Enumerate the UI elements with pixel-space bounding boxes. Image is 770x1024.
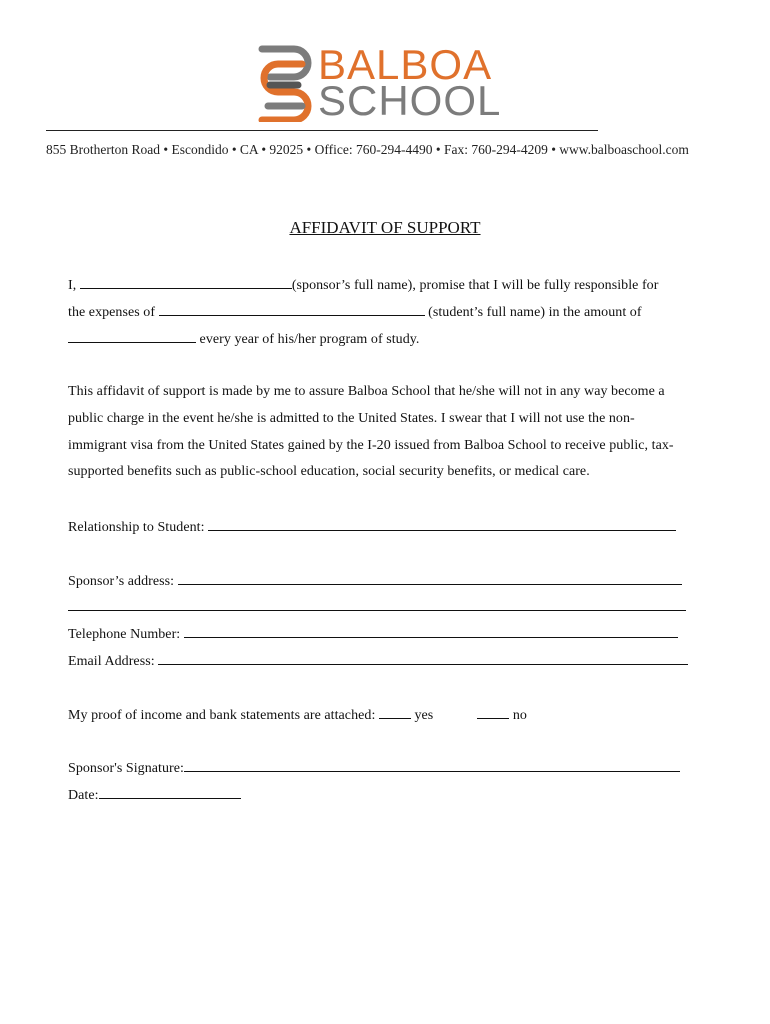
date-field[interactable]	[99, 786, 241, 799]
relationship-label: Relationship to Student:	[68, 520, 209, 535]
promise-line-3-end: every year of his/her program of study.	[196, 332, 420, 347]
relationship-field[interactable]	[208, 518, 676, 531]
promise-line-1	[68, 276, 658, 294]
proof-row	[68, 706, 527, 724]
promise-line-2-start: the expenses of	[68, 305, 159, 320]
promise-line-2-end: (student’s full name) in the amount of	[424, 305, 642, 320]
logo-word-balboa: BALBOA	[318, 41, 493, 88]
sponsor-address-row-2	[68, 598, 686, 616]
affidavit-line: public charge in the event he/she is admitted to the United States. I swear that I will not use the non-	[68, 411, 635, 426]
promise-line-1-start: I,	[68, 278, 80, 293]
telephone-field[interactable]	[184, 625, 678, 638]
logo-word-school: SCHOOL	[318, 77, 502, 124]
student-name-blank[interactable]	[159, 303, 425, 316]
proof-label: My proof of income and bank statements are attached:	[68, 708, 379, 723]
email-label: Email Address:	[68, 654, 159, 669]
affidavit-line: This affidavit of support is made by me to assure Balboa School that he/she will not in any way become a	[68, 384, 665, 399]
balboa-school-logo	[258, 41, 518, 124]
telephone-row	[68, 625, 678, 643]
sponsor-address-field-2[interactable]	[68, 598, 686, 611]
email-field[interactable]	[158, 652, 688, 665]
proof-yes-blank[interactable]	[379, 706, 411, 719]
signature-label: Sponsor's Signature:	[68, 761, 184, 776]
promise-line-3	[68, 330, 419, 348]
document-title: AFFIDAVIT OF SUPPORT	[289, 218, 481, 237]
school-address: 855 Brotherton Road • Escondido • CA • 92025 • Office: 760-294-4490 • Fax: 760-294-4209 • www.balboaschool.com	[46, 142, 689, 157]
email-row	[68, 652, 688, 670]
telephone-label: Telephone Number:	[68, 627, 184, 642]
affidavit-line: immigrant visa from the United States gained by the I-20 issued from Balboa School to receive public, tax-	[68, 438, 674, 453]
proof-yes-label: yes	[410, 708, 434, 723]
amount-blank[interactable]	[68, 330, 196, 343]
sponsor-address-label: Sponsor’s address:	[68, 574, 178, 589]
date-row	[68, 786, 241, 804]
sponsor-address-field[interactable]	[178, 572, 682, 585]
relationship-row	[68, 518, 676, 536]
affidavit-line: supported benefits such as public-school education, social security benefits, or medical care.	[68, 464, 590, 479]
proof-no-label: no	[509, 708, 527, 723]
header-divider	[46, 130, 598, 131]
proof-no-blank[interactable]	[477, 706, 509, 719]
logo-mark-icon	[258, 44, 314, 122]
promise-line-2	[68, 303, 642, 321]
promise-line-1-end: (sponsor’s full name), promise that I will be fully responsible for	[291, 278, 659, 293]
signature-field[interactable]	[184, 759, 680, 772]
sponsor-name-blank[interactable]	[80, 276, 292, 289]
sponsor-address-row	[68, 572, 682, 590]
signature-row	[68, 759, 680, 777]
date-label: Date:	[68, 788, 99, 803]
